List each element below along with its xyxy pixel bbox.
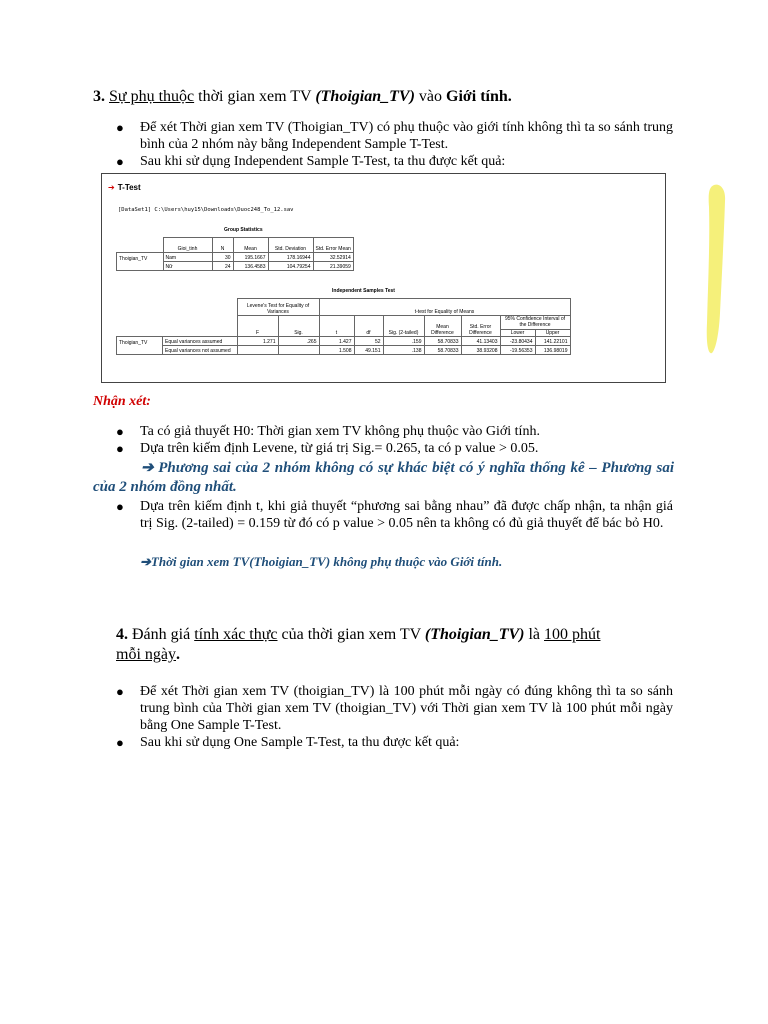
table-cell (117, 299, 163, 316)
remark-label: Nhận xét: (93, 394, 151, 409)
heading-bold: Giới tính. (446, 88, 512, 105)
table-header: Sig. (278, 316, 319, 337)
table-header: Upper (545, 330, 560, 336)
heading-variable: (Thoigian_TV) (424, 626, 525, 643)
remark-bullets (116, 423, 673, 457)
table-cell (163, 299, 238, 316)
table-cell (278, 346, 319, 355)
section-3-bullets (116, 119, 673, 170)
table-cell: -23.80434 (500, 337, 535, 346)
levene-header: Levene's Test for Equality of Variances (237, 299, 319, 316)
section-number: 4. (116, 626, 128, 643)
bullet-text: Dựa trên kiếm định t, khi giả thuyết “phương sai bằng nhau” đã được chấp nhận, ta nhận giá trị Sig. (2-tailed) = 0.159 từ đó có p value > 0.05 nên ta không có đủ giả thuyết để bác bỏ H0. (140, 499, 673, 531)
heading-text: vào (414, 88, 446, 105)
heading-text: Đánh giá (128, 626, 195, 643)
table-header: Lower (501, 330, 536, 336)
section-3-heading (93, 88, 512, 106)
table-cell (117, 238, 164, 253)
table-header: N (212, 238, 233, 253)
spss-output-panel (101, 173, 666, 383)
list-item (116, 153, 673, 170)
ttest-title-text: T-Test (117, 183, 141, 192)
section-4-bullets (116, 683, 673, 751)
table-header: t (319, 316, 354, 337)
remark-bullets-2 (116, 498, 673, 532)
indep-samples-table (116, 298, 571, 355)
table-header: Sig. (2-tailed) (383, 316, 424, 337)
bullet-text: Sau khi sử dụng One Sample T-Test, ta thu được kết quả: (140, 735, 460, 750)
table-cell: 1.271 (237, 337, 278, 346)
table-header: Mean (233, 238, 268, 253)
ttest-header: t-test for Equality of Means (319, 299, 570, 316)
table-cell (117, 316, 163, 337)
conclusion-text: Thời gian xem TV(Thoigian_TV) không phụ thuộc vào Giới tính. (150, 554, 503, 569)
table-cell: 32.52914 (313, 253, 353, 262)
heading-underlined: Sự phụ thuộc (109, 88, 195, 105)
bullet-icon: ● (116, 424, 124, 439)
table-header: Std. Error Difference (461, 316, 500, 337)
table-cell (117, 346, 163, 355)
heading-text: là (524, 626, 545, 643)
list-item (116, 498, 673, 532)
table-cell: 41.13403 (461, 337, 500, 346)
ttest-title (108, 183, 141, 192)
table-cell: 136.4583 (233, 262, 268, 271)
table-cell: .265 (278, 337, 319, 346)
bullet-icon: ● (116, 120, 124, 135)
conclusion-1 (93, 459, 674, 497)
heading-variable: (Thoigian_TV) (315, 88, 415, 105)
table-header: F (237, 316, 278, 337)
table-cell: Equal variances not assumed (163, 346, 238, 355)
table-cell: .159 (383, 337, 424, 346)
bullet-icon: ● (116, 735, 124, 750)
list-item (116, 683, 673, 734)
ci-header: 95% Confidence Interval of the Difference (504, 316, 566, 328)
table-header: df (354, 316, 383, 337)
table-row (117, 262, 354, 271)
table-cell: 21.39059 (313, 262, 353, 271)
table-cell: 178.16944 (268, 253, 313, 262)
ci-header-cell (500, 316, 570, 337)
table-cell: 58.70833 (424, 337, 461, 346)
table-cell: 136.98019 (535, 346, 570, 355)
table-header: Mean Difference (424, 316, 461, 337)
heading-underlined: 100 phút (544, 626, 601, 643)
table-cell: 38.93208 (461, 346, 500, 355)
ci-subheaders (501, 329, 570, 336)
heading-text: thời gian xem TV (194, 88, 316, 105)
highlighter-mark (700, 183, 730, 355)
list-item (116, 734, 673, 751)
table-header: Std. Deviation (268, 238, 313, 253)
table-cell: Thoigian_TV (117, 253, 164, 262)
table-cell: 104.79254 (268, 262, 313, 271)
bullet-icon: ● (116, 499, 124, 514)
table-cell: -19.56353 (500, 346, 535, 355)
bullet-text: Ta có giả thuyết H0: Thời gian xem TV không phụ thuộc vào Giới tính. (140, 424, 540, 439)
table-cell: Nữ (163, 262, 212, 271)
bullet-text: Để xét Thời gian xem TV (Thoigian_TV) có phụ thuộc vào giới tính không thì ta so sánh trung bình của 2 nhóm này bằng Independent Sample T-Test. (140, 120, 673, 152)
dataset-path: [DataSet1] C:\Users\huy15\Downloads\Duoc248_To_12.sav (118, 207, 294, 213)
table-cell: 195.1667 (233, 253, 268, 262)
table-cell (237, 346, 278, 355)
bullet-text: Để xét Thời gian xem TV (thoigian_TV) là 100 phút mỗi ngày có đúng không thì ta so sánh trung bình của Thời gian xem TV (thoigian_TV) với Thời gian xem TV là 100 phút mỗi ngày bằng One Sample T-Test. (140, 684, 673, 733)
arrow-right-icon: ➔ (141, 460, 159, 476)
table-cell: 24 (212, 262, 233, 271)
list-item (116, 423, 673, 440)
bullet-text: Sau khi sử dụng Independent Sample T-Test, ta thu được kết quả: (140, 154, 506, 169)
heading-text: của thời gian xem TV (277, 626, 425, 643)
table-row (117, 346, 571, 355)
group-stats-table (116, 237, 354, 271)
table-cell: .138 (383, 346, 424, 355)
table-cell (117, 262, 164, 271)
bullet-text: Dựa trên kiếm định Levene, từ giá trị Sig.= 0.265, ta có p value > 0.05. (140, 441, 539, 456)
table-header: Gioi_tinh (163, 238, 212, 253)
table-cell: 52 (354, 337, 383, 346)
table-cell: 30 (212, 253, 233, 262)
table-header: Std. Error Mean (313, 238, 353, 253)
list-item (116, 440, 673, 457)
conclusion-2 (140, 552, 674, 571)
heading-underlined: mỗi ngày (116, 646, 176, 663)
group-stats-caption: Group Statistics (224, 227, 263, 233)
arrow-right-icon: ➔ (140, 554, 151, 569)
section-4-heading (116, 625, 676, 665)
heading-underlined: tính xác thực (194, 626, 278, 643)
table-row (117, 337, 571, 346)
table-row (117, 253, 354, 262)
conclusion-text: Phương sai của 2 nhóm không có sự khác biệt có ý nghĩa thống kê – Phương sai của 2 nhóm đồng nhất. (93, 460, 674, 495)
table-cell: 58.70833 (424, 346, 461, 355)
section-number: 3. (93, 88, 105, 105)
table-cell (163, 316, 238, 337)
table-cell: Thoigian_TV (117, 337, 163, 346)
heading-text: . (176, 646, 180, 663)
red-arrow-icon: ➔ (108, 183, 115, 192)
indep-test-caption: Independent Samples Test (332, 288, 395, 294)
bullet-icon: ● (116, 441, 124, 456)
list-item (116, 119, 673, 153)
bullet-icon: ● (116, 684, 124, 699)
table-cell: 49.151 (354, 346, 383, 355)
table-cell: 141.22101 (535, 337, 570, 346)
table-cell: Equal variances assumed (163, 337, 238, 346)
table-cell: 1.427 (319, 337, 354, 346)
table-cell: Nam (163, 253, 212, 262)
table-cell: 1.508 (319, 346, 354, 355)
bullet-icon: ● (116, 154, 124, 169)
